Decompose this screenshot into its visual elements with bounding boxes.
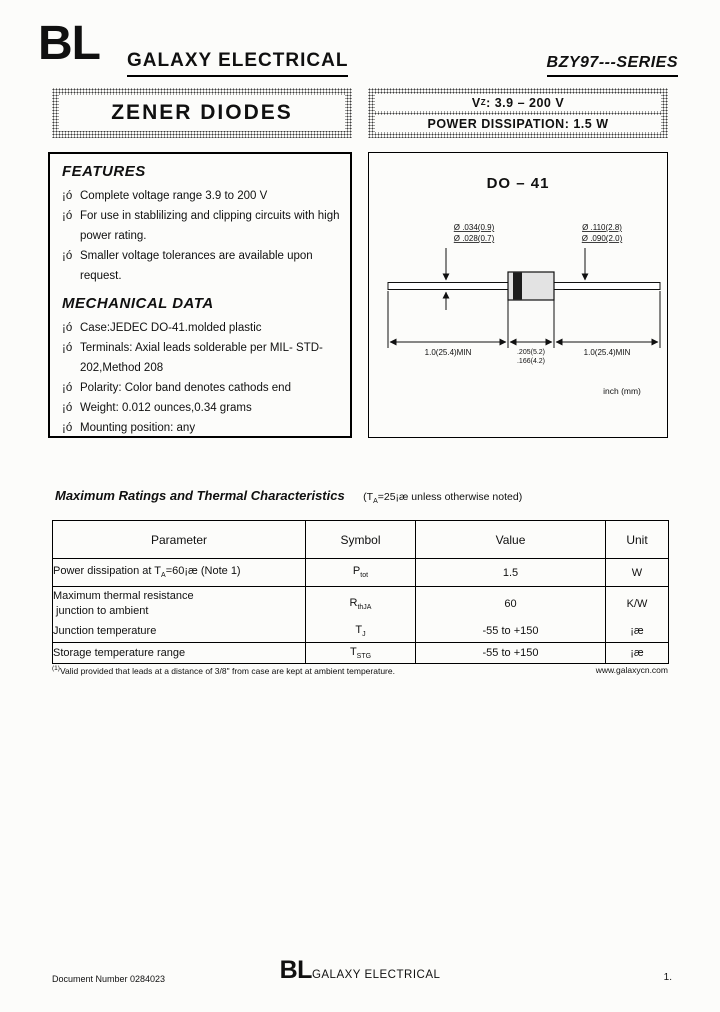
body-length-min-label: .166(4.2) [516,358,545,365]
table-row [53,621,669,643]
power-spec: POWER DISSIPATION: 1.5 W [375,115,661,132]
vz-spec: V Z : 3.9 – 200 V [375,94,661,111]
ratings-conditions: ($T_A=25¡æ$ unless otherwise noted) [363,491,523,506]
symbol-cell: $R_{thJA}$ [306,587,416,621]
footer-company: GALAXY ELECTRICAL [311,969,441,981]
bullet-icon: ¡ó [62,422,73,434]
list-item [62,318,340,338]
table-row [53,587,669,621]
units-note: inch (mm) [602,386,641,396]
right-lead [554,283,660,290]
body-diameter-max-label: Ø .110(2.8) [581,223,622,232]
ratings-table-wrap [52,520,669,664]
value-cell: -55 to +150 [416,621,606,643]
feature-text: Complete voltage range 3.9 to 200 V [80,190,268,202]
list-item [62,246,340,286]
company-name: GALAXY ELECTRICAL [127,50,348,77]
mechanical-data-heading: MECHANICAL DATA [62,295,214,312]
value-cell: 60 [416,587,606,621]
mech-text: Weight: 0.012 ounces,0.34 grams [80,402,252,414]
symbol-cell: $T_J$ [306,621,416,643]
parameter-cell: Storage temperature range [53,643,306,664]
mech-text: Polarity: Color band denotes cathods end [80,382,291,394]
list-item [62,338,340,378]
package-outline-diagram [370,198,667,410]
parameter-cell: Power dissipation at $T_A=60¡æ$ (Note 1) [53,559,306,587]
package-box [368,152,668,438]
product-banner [52,88,352,138]
unit-cell: ¡æ [606,643,669,664]
value-cell: 1.5 [416,559,606,587]
mech-text: Terminals: Axial leads solderable per MIL- STD-202,Method 208 [80,342,323,374]
table-row [53,643,669,664]
series-title: BZY97---SERIES [547,54,678,77]
lead-diameter-max-label: Ø .034(0.9) [453,223,494,232]
feature-text: Smaller voltage tolerances are available upon request. [80,250,313,282]
footer-logo: BL [279,956,312,984]
lead-diameter-min-label: Ø .028(0.7) [453,234,494,243]
unit-cell: K/W [606,587,669,621]
column-header-parameter: Parameter [53,521,306,559]
mechanical-data-list [62,318,340,438]
list-item [62,398,340,418]
bullet-icon: ¡ó [62,250,73,262]
body-diameter-min-label: Ø .090(2.0) [581,234,622,243]
mech-text: Mounting position: any [80,422,196,434]
document-number: Document Number 0284023 [52,974,166,984]
list-item [62,378,340,398]
bullet-icon: ¡ó [62,402,73,414]
website-text: www.galaxycn.com [595,665,668,675]
ratings-table [52,520,669,664]
feature-text: For use in stablilizing and clipping circuits with high power rating. [80,210,340,242]
body-length-max-label: .205(5.2) [516,349,545,356]
bullet-icon: ¡ó [62,190,73,202]
list-item [62,206,340,246]
features-list [62,186,340,286]
ratings-title: Maximum Ratings and Thermal Characteristics [55,488,345,503]
parameter-cell: Junction temperature [53,621,306,643]
bullet-icon: ¡ó [62,382,73,394]
ratings-heading [55,487,522,505]
column-header-unit: Unit [606,521,669,559]
table-row [53,559,669,587]
bullet-icon: ¡ó [62,210,73,222]
footnote-1: $^{(1)}$Valid provided that leads at a distance of 3/8" from case are kept at ambient temperature. [52,665,395,676]
left-lead [388,283,508,290]
list-item [62,418,340,438]
right-lead-length-label: 1.0(25.4)MIN [583,348,630,357]
table-footnotes [52,665,668,676]
mech-text: Case:JEDEC DO-41.molded plastic [80,322,262,334]
features-heading: FEATURES [62,163,146,180]
cathode-band [513,273,522,300]
parameter-cell: Maximum thermal resistance junction to ambient [53,587,306,621]
bullet-icon: ¡ó [62,342,73,354]
unit-cell: ¡æ [606,621,669,643]
table-header-row [53,521,669,559]
page-number: 1. [663,972,672,983]
unit-cell: W [606,559,669,587]
specs-banner [368,88,668,138]
column-header-value: Value [416,521,606,559]
package-name: DO – 41 [486,175,550,192]
footer-brand [0,956,720,985]
left-lead-length-label: 1.0(25.4)MIN [424,348,471,357]
product-title: ZENER DIODES [59,95,345,131]
list-item [62,186,340,206]
company-logo: BL [38,17,100,70]
bullet-icon: ¡ó [62,322,73,334]
column-header-symbol: Symbol [306,521,416,559]
features-box [48,152,352,438]
symbol-cell: $T_{STG}$ [306,643,416,664]
value-cell: -55 to +150 [416,643,606,664]
symbol-cell: $P_{tot}$ [306,559,416,587]
